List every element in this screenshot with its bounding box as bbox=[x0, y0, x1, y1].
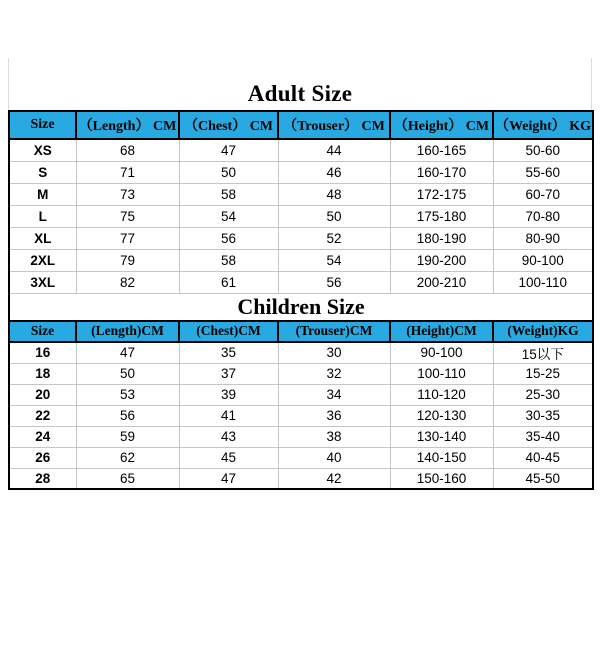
adult-table-row bbox=[9, 271, 593, 293]
adult-table-row-cell: 54 bbox=[278, 249, 390, 271]
size-chart-table bbox=[8, 110, 594, 490]
adult-table-row-cell: 61 bbox=[179, 271, 278, 293]
adult-table-row bbox=[9, 227, 593, 249]
adult-table-row-cell: 180-190 bbox=[390, 227, 493, 249]
adult-table-row-size-cell: XS bbox=[9, 139, 76, 161]
adult-table-row-cell: 50 bbox=[179, 161, 278, 183]
children-table-row bbox=[9, 426, 593, 447]
children-table-row-cell: 56 bbox=[76, 405, 179, 426]
children-header-cell: (Chest)CM bbox=[179, 321, 278, 342]
adult-table-row-size-cell: L bbox=[9, 205, 76, 227]
adult-table-row-size-cell: S bbox=[9, 161, 76, 183]
adult-table-row-cell: 175-180 bbox=[390, 205, 493, 227]
adult-header-cell: （Chest） CM bbox=[179, 111, 278, 139]
adult-table-row-cell: 56 bbox=[278, 271, 390, 293]
adult-table-row-cell: 48 bbox=[278, 183, 390, 205]
adult-table-row-cell: 160-170 bbox=[390, 161, 493, 183]
adult-table-row-cell: 58 bbox=[179, 249, 278, 271]
adult-table-row bbox=[9, 161, 593, 183]
children-table-row-cell: 62 bbox=[76, 447, 179, 468]
adult-table-row bbox=[9, 205, 593, 227]
children-table-row bbox=[9, 342, 593, 364]
children-header-cell: (Trouser)CM bbox=[278, 321, 390, 342]
adult-table-row-cell: 60-70 bbox=[493, 183, 593, 205]
children-table-row-cell: 25-30 bbox=[493, 384, 593, 405]
children-table-row-cell: 35-40 bbox=[493, 426, 593, 447]
adult-table-row-cell: 90-100 bbox=[493, 249, 593, 271]
adult-table-row-cell: 54 bbox=[179, 205, 278, 227]
adult-table-row-cell: 71 bbox=[76, 161, 179, 183]
children-table-row-cell: 130-140 bbox=[390, 426, 493, 447]
children-table-row-cell: 32 bbox=[278, 363, 390, 384]
children-title-row bbox=[9, 293, 593, 321]
adult-header-cell: （Trouser） CM bbox=[278, 111, 390, 139]
children-table-row bbox=[9, 468, 593, 489]
children-table-row-size-cell: 18 bbox=[9, 363, 76, 384]
adult-table-row-cell: 190-200 bbox=[390, 249, 493, 271]
adult-header-cell: （Height） CM bbox=[390, 111, 493, 139]
children-table-row-size-cell: 20 bbox=[9, 384, 76, 405]
adult-table-row-cell: 82 bbox=[76, 271, 179, 293]
children-table-row-cell: 50 bbox=[76, 363, 179, 384]
children-table-row-cell: 42 bbox=[278, 468, 390, 489]
children-table-row-size-cell: 28 bbox=[9, 468, 76, 489]
children-table-row-cell: 59 bbox=[76, 426, 179, 447]
adult-table-row-cell: 58 bbox=[179, 183, 278, 205]
adult-table-row-cell: 50-60 bbox=[493, 139, 593, 161]
children-header-cell: (Weight)KG bbox=[493, 321, 593, 342]
adult-table-row-cell: 68 bbox=[76, 139, 179, 161]
children-table-row-cell: 43 bbox=[179, 426, 278, 447]
adult-table-row-size-cell: 2XL bbox=[9, 249, 76, 271]
children-table-row bbox=[9, 363, 593, 384]
children-table-row-cell: 120-130 bbox=[390, 405, 493, 426]
adult-table-row bbox=[9, 249, 593, 271]
children-header-cell: (Length)CM bbox=[76, 321, 179, 342]
adult-table-row-cell: 73 bbox=[76, 183, 179, 205]
adult-table-row-cell: 80-90 bbox=[493, 227, 593, 249]
adult-table-row-cell: 56 bbox=[179, 227, 278, 249]
children-table-row-cell: 37 bbox=[179, 363, 278, 384]
children-table-body bbox=[9, 342, 593, 490]
adult-table-row-cell: 77 bbox=[76, 227, 179, 249]
children-table-row-cell: 35 bbox=[179, 342, 278, 364]
children-table-row-cell: 30-35 bbox=[493, 405, 593, 426]
adult-size-title: Adult Size bbox=[247, 81, 353, 106]
adult-table-row-cell: 160-165 bbox=[390, 139, 493, 161]
children-table-row-size-cell: 22 bbox=[9, 405, 76, 426]
children-table-row-size-cell: 24 bbox=[9, 426, 76, 447]
children-table-row-cell: 15以下 bbox=[493, 342, 593, 364]
adult-header-row bbox=[9, 111, 593, 139]
adult-table-row bbox=[9, 183, 593, 205]
children-table-row-cell: 34 bbox=[278, 384, 390, 405]
adult-table-row-cell: 75 bbox=[76, 205, 179, 227]
children-table-row-cell: 30 bbox=[278, 342, 390, 364]
adult-table-row-cell: 172-175 bbox=[390, 183, 493, 205]
children-table-row-size-cell: 16 bbox=[9, 342, 76, 364]
children-table-row-cell: 65 bbox=[76, 468, 179, 489]
adult-table-row-cell: 55-60 bbox=[493, 161, 593, 183]
children-table-row-cell: 41 bbox=[179, 405, 278, 426]
children-table-row-cell: 150-160 bbox=[390, 468, 493, 489]
adult-table-row-cell: 50 bbox=[278, 205, 390, 227]
adult-table-body bbox=[9, 139, 593, 293]
children-table-row-cell: 15-25 bbox=[493, 363, 593, 384]
adult-header-cell: （Length） CM bbox=[76, 111, 179, 139]
adult-table-row-cell: 200-210 bbox=[390, 271, 493, 293]
children-size-title: Children Size bbox=[9, 293, 593, 321]
children-table-row-cell: 39 bbox=[179, 384, 278, 405]
children-table-row-cell: 47 bbox=[76, 342, 179, 364]
children-table-row-cell: 140-150 bbox=[390, 447, 493, 468]
adult-table-row-cell: 44 bbox=[278, 139, 390, 161]
adult-header-cell: （Weight） KG bbox=[493, 111, 593, 139]
children-header-cell: (Height)CM bbox=[390, 321, 493, 342]
children-table-row-cell: 45 bbox=[179, 447, 278, 468]
children-header-row bbox=[9, 321, 593, 342]
children-table-row bbox=[9, 384, 593, 405]
adult-table-row-size-cell: XL bbox=[9, 227, 76, 249]
children-table-row-cell: 45-50 bbox=[493, 468, 593, 489]
adult-table-row-cell: 70-80 bbox=[493, 205, 593, 227]
adult-title-strip bbox=[8, 58, 592, 110]
children-table-row-cell: 100-110 bbox=[390, 363, 493, 384]
adult-table-row-size-cell: M bbox=[9, 183, 76, 205]
children-table-row bbox=[9, 405, 593, 426]
children-table-row-cell: 53 bbox=[76, 384, 179, 405]
adult-table-row-size-cell: 3XL bbox=[9, 271, 76, 293]
adult-table-row bbox=[9, 139, 593, 161]
children-table-row-cell: 90-100 bbox=[390, 342, 493, 364]
children-table-row-cell: 38 bbox=[278, 426, 390, 447]
adult-table-row-cell: 46 bbox=[278, 161, 390, 183]
children-section bbox=[9, 293, 593, 342]
adult-header-size-cell: Size bbox=[9, 111, 76, 139]
children-table-row-cell: 40 bbox=[278, 447, 390, 468]
adult-table-row-cell: 47 bbox=[179, 139, 278, 161]
children-table-row-cell: 36 bbox=[278, 405, 390, 426]
adult-table-row-cell: 100-110 bbox=[493, 271, 593, 293]
children-table-row-cell: 47 bbox=[179, 468, 278, 489]
adult-table-row-cell: 52 bbox=[278, 227, 390, 249]
children-header-size-cell: Size bbox=[9, 321, 76, 342]
children-table-row bbox=[9, 447, 593, 468]
adult-table-row-cell: 79 bbox=[76, 249, 179, 271]
children-table-row-size-cell: 26 bbox=[9, 447, 76, 468]
children-table-row-cell: 40-45 bbox=[493, 447, 593, 468]
children-table-row-cell: 110-120 bbox=[390, 384, 493, 405]
